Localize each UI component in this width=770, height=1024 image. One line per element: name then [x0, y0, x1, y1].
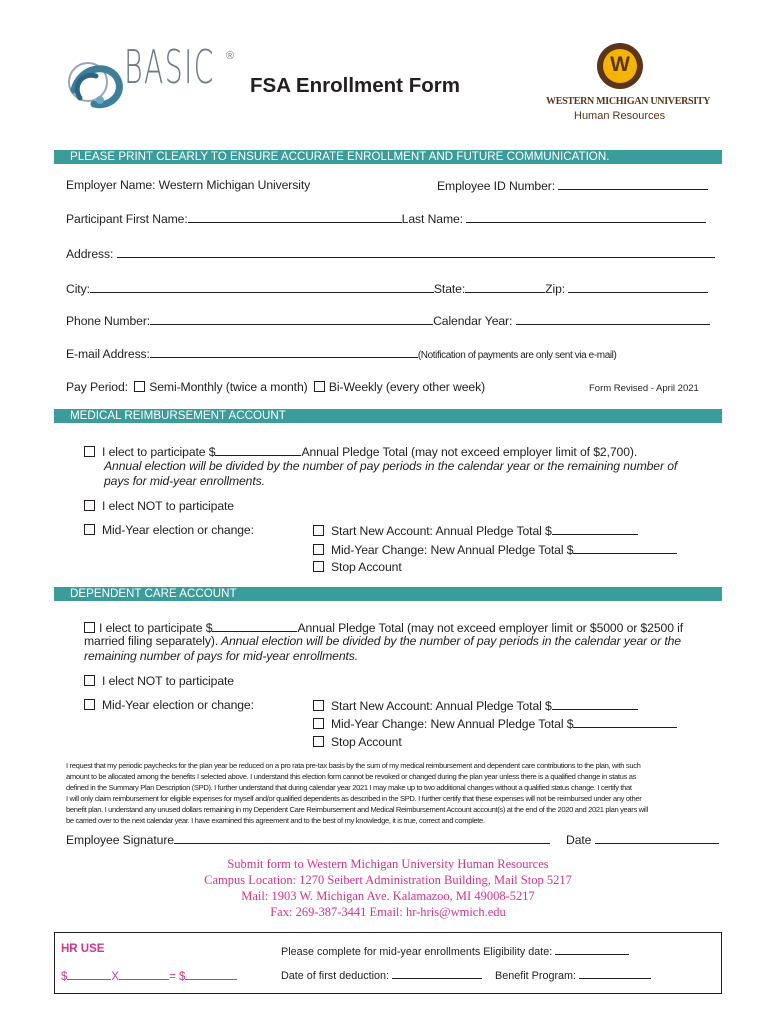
- zip-field[interactable]: [568, 281, 708, 293]
- medical-change-label: Mid-Year Change: New Annual Pledge Total $: [331, 543, 574, 557]
- medical-stop-checkbox[interactable]: [313, 561, 324, 572]
- dependent-change-label: Mid-Year Change: New Annual Pledge Total $: [331, 717, 574, 731]
- employee-id-field[interactable]: [558, 178, 708, 190]
- submit-line: Campus Location: 1270 Seibert Administration Building, Mail Stop 5217: [204, 873, 572, 887]
- date-row: [566, 832, 719, 847]
- hr-eligibility-label: Eligibility date:: [483, 946, 553, 958]
- medical-note-2: pays for mid-year enrollments.: [104, 474, 265, 488]
- hr-calc-field-3[interactable]: [185, 968, 237, 980]
- first-name-label: Participant First Name:: [66, 212, 188, 226]
- dependent-start-row: [313, 698, 638, 713]
- phone-field[interactable]: [150, 313, 433, 325]
- legal-line: defined in the Summary Plan Description (SPD). I further understand that during calendar year 2021 I may make up to two additional changes without a qualified status change. I certify that: [66, 783, 632, 792]
- hr-calc-x: X: [111, 971, 120, 983]
- medical-start-row: [313, 523, 638, 538]
- city-row: [66, 281, 708, 296]
- submit-line: Mail: 1903 W. Michigan Ave. Kalamazoo, MI 49008-5217: [241, 889, 535, 903]
- hr-calc-field-2[interactable]: [119, 968, 169, 980]
- dependent-elect-suffix: Annual Pledge Total (may not exceed employer limit or $5000 or $2500 if: [297, 621, 684, 635]
- medical-elect-row: [84, 444, 637, 459]
- dependent-mid-label: Mid-Year election or change:: [102, 698, 254, 712]
- medical-banner: MEDICAL REIMBURSEMENT ACCOUNT: [54, 409, 722, 423]
- dependent-not-label: I elect NOT to participate: [102, 674, 234, 688]
- zip-label: Zip:: [545, 282, 566, 296]
- wmu-dept: Human Resources: [574, 110, 666, 122]
- medical-change-checkbox[interactable]: [313, 544, 324, 555]
- last-name-label: Last Name:: [401, 212, 463, 226]
- dependent-stop-row: [313, 735, 402, 749]
- page-title: FSA Enrollment Form: [250, 74, 460, 97]
- calendar-year-field[interactable]: [516, 313, 710, 325]
- dependent-line-2: [84, 634, 681, 648]
- wmu-name: WESTERN MICHIGAN UNIVERSITY: [546, 96, 711, 107]
- date-label: Date: [566, 833, 592, 847]
- date-field[interactable]: [595, 832, 719, 844]
- medical-change-field[interactable]: [573, 542, 677, 554]
- dependent-line-2-plain: married filing separately).: [84, 634, 219, 648]
- submit-line: Fax: 269-387-3441 Email: hr-hris@wmich.edu: [270, 905, 506, 919]
- dependent-banner: DEPENDENT CARE ACCOUNT: [54, 587, 722, 601]
- dependent-elect-prefix: I elect to participate $: [99, 621, 213, 635]
- hr-deduction-row: [281, 967, 651, 982]
- calendar-year-label: Calendar Year:: [433, 314, 513, 328]
- bi-weekly-checkbox[interactable]: [314, 381, 325, 392]
- hr-mid-year-note: Please complete for mid-year enrollments: [281, 946, 481, 958]
- signature-field[interactable]: [174, 832, 550, 844]
- medical-start-checkbox[interactable]: [313, 525, 324, 536]
- hr-benefit-program-label: Benefit Program:: [495, 970, 577, 982]
- last-name-field[interactable]: [466, 211, 706, 223]
- hr-calc-field-1[interactable]: [67, 968, 111, 980]
- medical-mid-row: [84, 523, 254, 537]
- dependent-elect-row: [84, 620, 683, 635]
- dependent-mid-checkbox[interactable]: [84, 699, 95, 710]
- medical-not-checkbox[interactable]: [84, 500, 95, 511]
- legal-line: be carried over to the next calendar year. I have examined this agreement and to the best of my knowledge, it is true, correct and complete.: [66, 816, 485, 825]
- semi-monthly-label: Semi-Monthly (twice a month): [149, 380, 308, 394]
- medical-amount-field[interactable]: [215, 444, 301, 456]
- medical-start-label: Start New Account: Annual Pledge Total $: [331, 524, 552, 538]
- hr-eligibility-row: [281, 943, 629, 958]
- bi-weekly-label: Bi-Weekly (every other week): [328, 380, 486, 394]
- dependent-start-field[interactable]: [552, 698, 638, 710]
- email-row: [66, 346, 616, 361]
- medical-elect-suffix: Annual Pledge Total (may not exceed employer limit of $2,700).: [301, 445, 638, 459]
- phone-row: [66, 313, 710, 328]
- medical-mid-checkbox[interactable]: [84, 524, 95, 535]
- dependent-stop-checkbox[interactable]: [313, 736, 324, 747]
- legal-line: I will only claim reimbursement for eligible expenses for myself and/or qualified dependents as described in the SPD. I further certify that these expenses will not be reimbursed under any other: [66, 794, 642, 803]
- hr-first-deduction-field[interactable]: [392, 967, 482, 979]
- dependent-start-checkbox[interactable]: [313, 700, 324, 711]
- dependent-line-3: remaining number of pays for mid-year enrollments.: [84, 649, 359, 663]
- pay-period-row: [66, 380, 485, 394]
- dependent-line-2-italic: Annual election will be divided by the number of pay periods in the calendar year or the: [218, 634, 681, 648]
- submit-line: Submit form to Western Michigan University Human Resources: [227, 857, 549, 871]
- address-label: Address:: [66, 247, 114, 261]
- signature-row: [66, 832, 550, 847]
- address-row: [66, 246, 715, 261]
- hr-use-title: HR USE: [61, 943, 105, 955]
- dependent-elect-checkbox[interactable]: [84, 622, 95, 633]
- submit-info: [54, 856, 722, 920]
- legal-line: amount to be allocated among the benefits I selected above. I understand this election form cannot be revoked or changed during the plan year unless there is a qualified change in status as: [66, 772, 637, 781]
- medical-note-1: Annual election will be divided by the number of pay periods in the calendar year or the remaining number of: [104, 459, 678, 473]
- dependent-change-field[interactable]: [573, 716, 677, 728]
- hr-eligibility-field[interactable]: [555, 943, 629, 955]
- hr-use-box: [54, 932, 722, 994]
- dependent-not-checkbox[interactable]: [84, 675, 95, 686]
- first-name-row: [66, 211, 706, 226]
- hr-calc-row: [61, 968, 237, 983]
- hr-benefit-program-field[interactable]: [579, 967, 651, 979]
- employee-id-label: Employee ID Number:: [437, 179, 555, 193]
- dependent-start-label: Start New Account: Annual Pledge Total $: [331, 699, 552, 713]
- first-name-field[interactable]: [188, 211, 402, 223]
- wmu-logo-letter: W: [610, 53, 630, 76]
- hr-first-deduction-label: Date of first deduction:: [281, 970, 390, 982]
- basic-logo-text: BASIC: [124, 40, 215, 94]
- email-note: (Notification of payments are only sent via e-mail): [417, 350, 617, 361]
- semi-monthly-checkbox[interactable]: [134, 381, 145, 392]
- medical-stop-label: Stop Account: [331, 560, 402, 574]
- signature-label: Employee Signature: [66, 833, 174, 847]
- medical-not-row: [84, 499, 234, 513]
- legal-line: benefit plan. I understand any unused dollars remaining in my Dependent Care Reimbursement and Medical Reimbursement Account account(s) at the end of the 2020 and 2021 plan years will: [66, 805, 648, 814]
- medical-start-field[interactable]: [552, 523, 638, 535]
- medical-stop-row: [313, 560, 402, 574]
- medical-mid-label: Mid-Year election or change:: [102, 523, 254, 537]
- employer-name: Employer Name: Western Michigan University: [66, 178, 311, 192]
- email-label: E-mail Address:: [66, 347, 150, 361]
- state-label: State:: [433, 282, 466, 296]
- address-field[interactable]: [117, 246, 715, 258]
- employee-id-row: [437, 178, 708, 193]
- registered-mark: ®: [226, 50, 235, 62]
- print-clearly-banner: PLEASE PRINT CLEARLY TO ENSURE ACCURATE ENROLLMENT AND FUTURE COMMUNICATION.: [54, 150, 722, 164]
- legal-agreement: [66, 760, 726, 826]
- form-revised: Form Revised - April 2021: [589, 383, 699, 394]
- dependent-stop-label: Stop Account: [331, 735, 402, 749]
- hr-calc-dollar: $: [61, 971, 68, 983]
- pay-period-label: Pay Period:: [66, 380, 128, 394]
- legal-line: I request that my periodic paychecks for the plan year be reduced on a pro rata pre-tax basis by the sum of my medical reimbursement and dependent care contributions to the plan, with such: [66, 761, 641, 770]
- state-field[interactable]: [465, 281, 545, 293]
- dependent-not-row: [84, 674, 234, 688]
- medical-change-row: [313, 542, 677, 557]
- dependent-change-checkbox[interactable]: [313, 718, 324, 729]
- city-label: City:: [66, 282, 90, 296]
- medical-elect-prefix: I elect to participate $: [102, 445, 216, 459]
- phone-label: Phone Number:: [66, 314, 151, 328]
- hr-calc-eq: = $: [169, 971, 186, 983]
- dependent-change-row: [313, 716, 677, 731]
- medical-elect-checkbox[interactable]: [84, 446, 95, 457]
- email-field[interactable]: [150, 346, 418, 358]
- dependent-amount-field[interactable]: [212, 620, 297, 632]
- medical-not-label: I elect NOT to participate: [102, 499, 234, 513]
- city-field[interactable]: [90, 281, 434, 293]
- dependent-mid-row: [84, 698, 254, 712]
